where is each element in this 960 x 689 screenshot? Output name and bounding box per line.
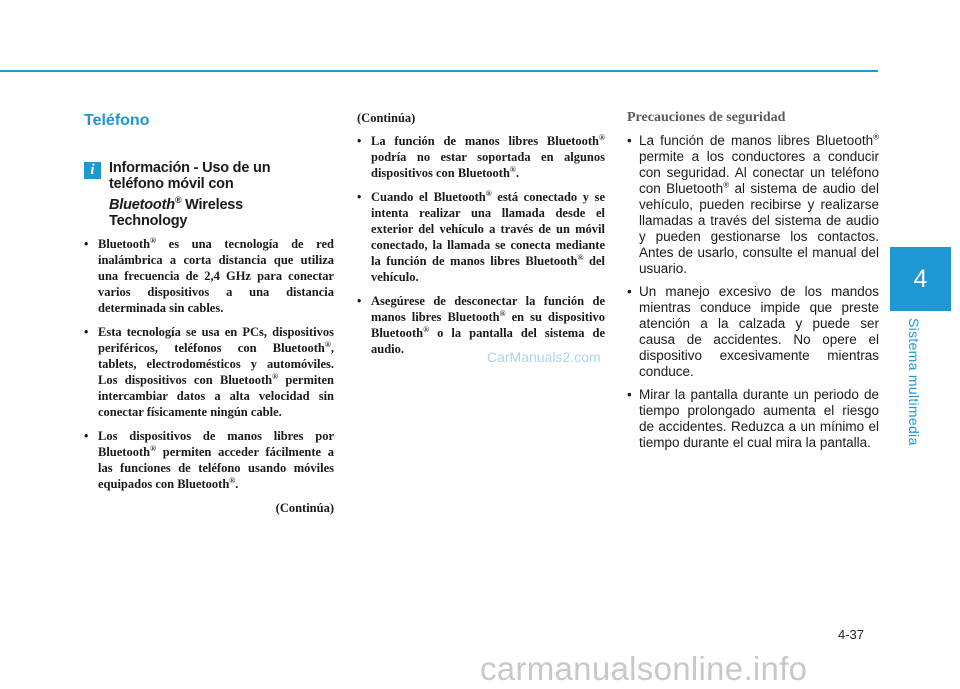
chapter-number: 4 xyxy=(913,264,928,293)
info-title: Información - Uso de un teléfono móvil con Bluetooth® Wireless Technology xyxy=(109,160,271,229)
top-rule xyxy=(0,70,878,72)
chapter-label: Sistema multimedia xyxy=(906,318,922,446)
list-item: • Mirar la pantalla durante un periodo de tiempo prolongado aumenta el riesgo de accidentes. Reduzca a un mínimo el tiempo durante el cual mira la pantalla. xyxy=(627,387,879,451)
watermark: CarManuals2.com xyxy=(487,349,601,365)
bluetooth-info-list-continued xyxy=(357,133,605,357)
safety-heading: Precauciones de seguridad xyxy=(627,110,786,125)
list-item: • Esta tecnología se usa en PCs, dispositivos periféricos, teléfonos con Bluetooth®, tablets, electrodomésticos y automóviles. Los dispositivos con Bluetooth® permiten intercambiar datos a alta velocidad sin conectar físicamente ningún cable. xyxy=(84,324,334,420)
footer-watermark: carmanualsonline.info xyxy=(480,650,808,687)
bluetooth-info-list xyxy=(84,236,334,492)
list-item: • La función de manos libres Bluetooth® podría no estar soportada en algunos dispositivos con Bluetooth®. xyxy=(357,133,605,181)
list-item: • Un manejo excesivo de los mandos mientras conduce impide que preste atención a la calzada y puede ser causa de accidentes. No opere el dispositivo excesivamente mientras conduce. xyxy=(627,284,879,380)
safety-list xyxy=(627,133,879,451)
continued-label: (Continúa) xyxy=(357,111,416,125)
info-box xyxy=(84,160,334,229)
page-number: 4-37 xyxy=(838,627,865,642)
column-2 xyxy=(357,108,605,365)
column-1 xyxy=(84,108,334,516)
list-item: • Cuando el Bluetooth® está conectado y se intenta realizar una llamada desde el exterior del vehículo a través de un móvil conectado, la llamada se conecta mediante la función de manos libres Bluetooth® del vehículo. xyxy=(357,189,605,285)
list-item: • La función de manos libres Bluetooth® permite a los conductores a conducir con seguridad. Al conectar un teléfono con Bluetooth® al sistema de audio del vehículo, pueden recibirse y realizarse llamadas a través del sistema de audio y pueden gestionarse los contactos. Antes de usarlo, consulte el manual del usuario. xyxy=(627,133,879,277)
section-title: Teléfono xyxy=(84,112,150,129)
list-item: • Asegúrese de desconectar la función de manos libres Bluetooth® en su dispositivo Bluetooth® o la pantalla del sistema de audio. xyxy=(357,293,605,357)
column-3 xyxy=(627,108,879,458)
list-item: • Bluetooth® es una tecnología de red inalámbrica a corta distancia que utiliza una frecuencia de 2,4 GHz para conectar varios dispositivos a una distancia determinada sin cables. xyxy=(84,236,334,316)
chapter-number-tab xyxy=(890,247,951,311)
list-item: • Los dispositivos de manos libres por Bluetooth® permiten acceder fácilmente a las funciones de teléfono usando móviles equipados con Bluetooth®. xyxy=(84,428,334,492)
info-icon: i xyxy=(84,162,101,179)
continued-label: (Continúa) xyxy=(275,500,334,515)
